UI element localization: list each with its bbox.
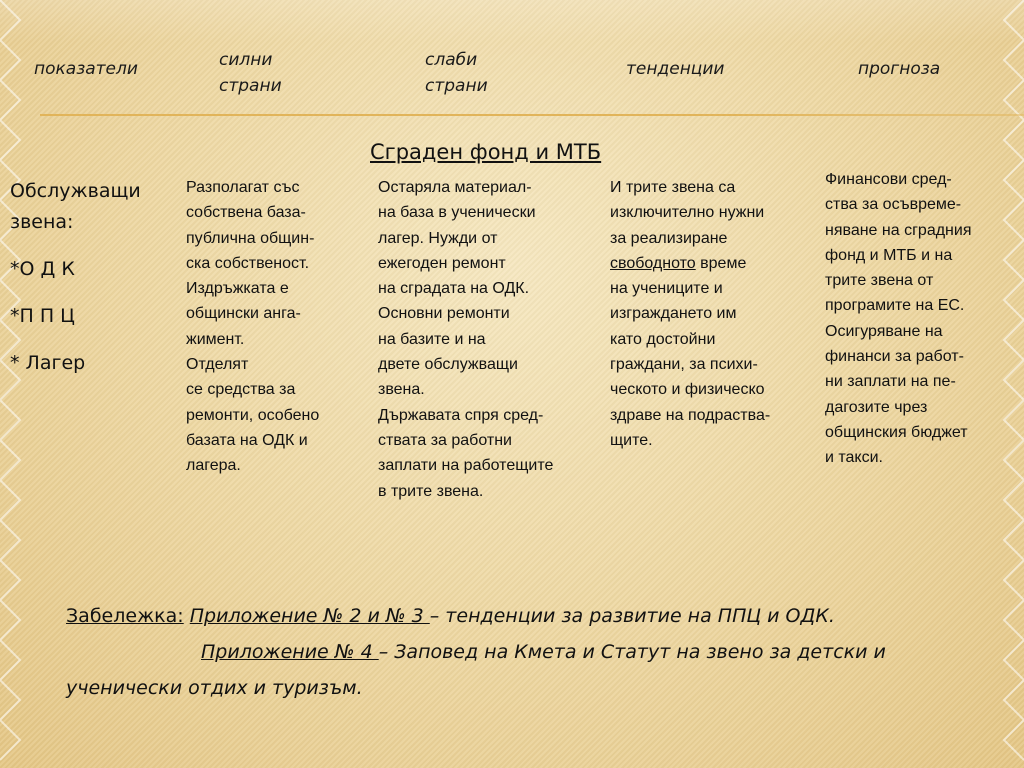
strengths-text: Разполагат със собствена база- публична общин- ска собственост. Издръжката е общински анга- жимент. Отделят се средства за ремонти, особено базата на ОДК и лагера. (186, 179, 320, 475)
note-label: Забележка: (66, 605, 184, 627)
unit-ppc: *П П Ц (10, 305, 75, 327)
header-forecast: прогноза (858, 59, 941, 79)
note-ref-2: Приложение № 4 (201, 641, 379, 663)
top-band (0, 0, 1024, 42)
trends-text-after: време на учениците и изграждането им като достойни граждани, за психи- ческото и физическо здраве на подраства- щите. (610, 254, 771, 449)
note-text-1: – тенденции за развитие на ППЦ и ОДК. (429, 605, 835, 627)
note-text-2: – Заповед на Кмета и Статут на звено за детски и ученически отдих и туризъм. (66, 641, 886, 699)
note-ref-1: Приложение № 2 и № 3 (189, 605, 430, 627)
header-indicators: показатели (34, 59, 138, 79)
trends-text-before: И трите звена са изключително нужни за реализиране (610, 179, 765, 247)
forecast-text: Финансови сред- ства за осъвреме- няване на сградния фонд и МТБ и на трите звена от програмите на ЕС. Осигуряване на финанси за работ- ни заплати на пе- дагозите чрез общинския бюджет и такси. (825, 171, 972, 467)
header-strengths: силни страни (219, 50, 282, 96)
trends-text-underlined: свободното (610, 254, 696, 272)
header-trends: тенденции (626, 59, 725, 79)
trends-text (610, 175, 815, 453)
header-weaknesses: слаби страни (425, 50, 488, 96)
units-heading: Обслужващи звена: (10, 180, 141, 233)
left-zigzag-border (0, 0, 24, 768)
header-divider (40, 114, 1024, 116)
unit-camp: * Лагер (10, 352, 86, 374)
units-column (10, 176, 170, 379)
note (66, 598, 996, 706)
section-title: Сграден фонд и МТБ (370, 140, 602, 164)
weaknesses-text: Остаряла материал- на база в ученически лагер. Нужди от ежегоден ремонт на сградата на ОДК. Основни ремонти на базите и на двете обслужващи звена. Държавата спря сред- ствата за работни заплати на работещите в трите звена. (378, 179, 554, 500)
unit-odk: *О Д К (10, 258, 75, 280)
